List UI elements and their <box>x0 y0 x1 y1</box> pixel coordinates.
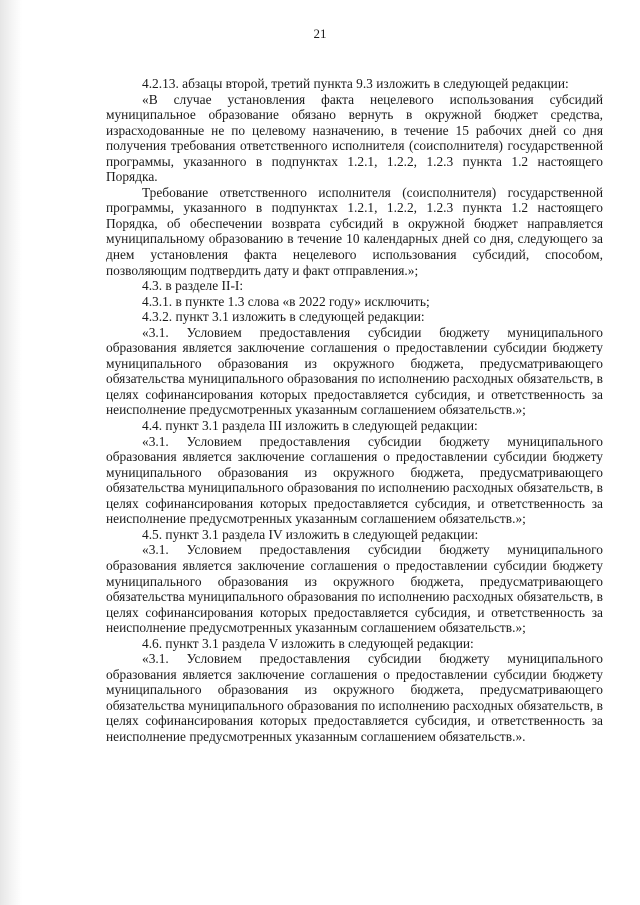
paragraph-4-6: 4.6. пункт 3.1 раздела V изложить в следующей редакции: <box>142 635 474 651</box>
paragraph-4-2-13: 4.2.13. абзацы второй, третий пункта 9.3 изложить в следующей редакции: <box>142 76 569 91</box>
paragraph-condition-section-5: «3.1. Условием предоставления субсидии бюджету муниципального образования является заключение соглашения о предоставлении субсидии бюджету муниципального образования из окружного бюджета, предусматривающего обязательства муниципального образования по исполнению расходных обязательств, в целях софинансирования которых предоставляется субсидия, и ответственность за неисполнение предусмотренных указанным соглашением обязательств.». <box>106 651 603 744</box>
paragraph-4-3-2: 4.3.2. пункт 3.1 изложить в следующей редакции: <box>142 309 425 325</box>
page-edge-shadow <box>0 0 22 905</box>
page-number: 21 <box>313 26 327 41</box>
paragraph-condition-section-2-1: «3.1. Условием предоставления субсидии бюджету муниципального образования является заключение соглашения о предоставлении субсидии бюджету муниципального образования из окружного бюджета, предусматривающего обязательства муниципального образования по исполнению расходных обязательств, в целях софинансирования которых предоставляется субсидия, и ответственность за неисполнение предусмотренных указанным соглашением обязательств.»; <box>106 324 603 418</box>
paragraph-4-4: 4.4. пункт 3.1 раздела III изложить в следующей редакции: <box>142 418 478 434</box>
paragraph-return-requirement: Требование ответственного исполнителя (соисполнителя) государственной программы, указанного в подпунктах 1.2.1, 1.2.2, 1.2.3 пункта 1.2 настоящего Порядка, об обеспечении возврата субсидий в окружной бюджет направляется муниципальному образованию в течение 10 календарных дней со дня, следующего за днем установления факта нецелевого использования субсидий, способом, позволяющим подтвердить дату и факт отправления.»; <box>106 184 603 278</box>
paragraph-condition-section-4: «3.1. Условием предоставления субсидии бюджету муниципального образования является заключение соглашения о предоставлении субсидии бюджету муниципального образования из окружного бюджета, предусматривающего обязательства муниципального образования по исполнению расходных обязательств, в целях софинансирования которых предоставляется субсидия, и ответственность за неисполнение предусмотренных указанным соглашением обязательств.»; <box>106 542 603 636</box>
paragraph-quote-return-funds: «В случае установления факта нецелевого использования субсидий муниципальное образование обязано вернуть в окружной бюджет средства, израсходованные не по целевому назначению, в течение 15 рабочих дней со дня получения требования ответственного исполнителя (соисполнителя) государственной программы, указанного в подпунктах 1.2.1, 1.2.2, 1.2.3 пункта 1.2 настоящего Порядка. <box>106 91 603 185</box>
paragraph-condition-section-3: «3.1. Условием предоставления субсидии бюджету муниципального образования является заключение соглашения о предоставлении субсидии бюджету муниципального образования из окружного бюджета, предусматривающего обязательства муниципального образования по исполнению расходных обязательств, в целях софинансирования которых предоставляется субсидия, и ответственность за неисполнение предусмотренных указанным соглашением обязательств.»; <box>106 433 603 527</box>
paragraph-4-5: 4.5. пункт 3.1 раздела IV изложить в следующей редакции: <box>142 526 479 542</box>
paragraph-4-3: 4.3. в разделе II-I: <box>142 278 244 294</box>
paragraph-4-3-1: 4.3.1. в пункте 1.3 слова «в 2022 году» исключить; <box>142 293 430 309</box>
document-body <box>106 76 603 745</box>
